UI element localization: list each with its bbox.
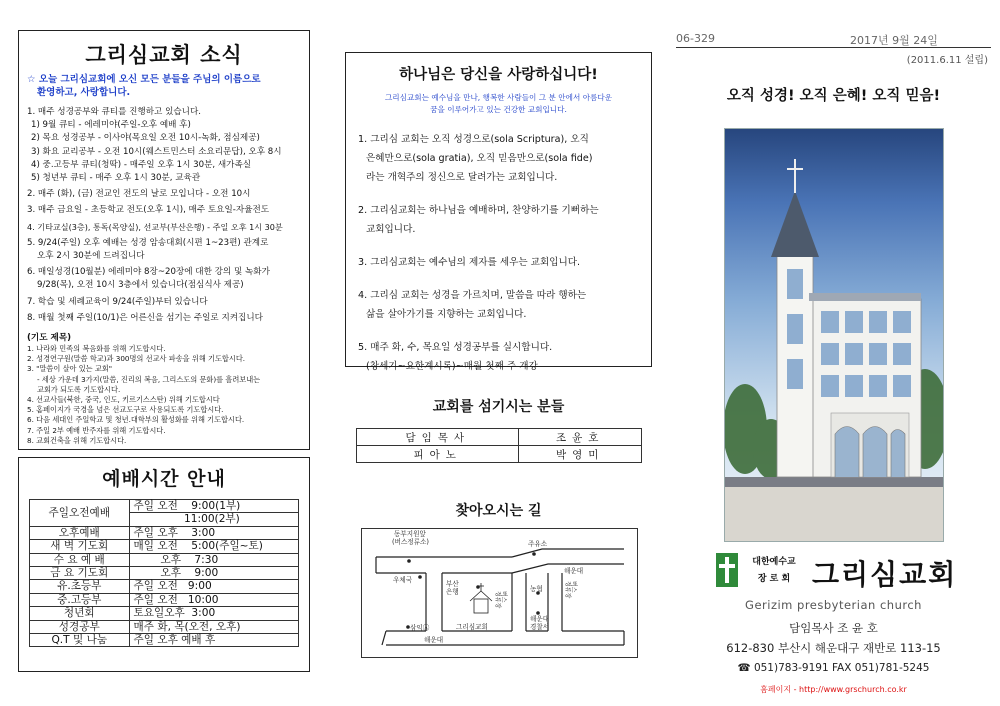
news-item: 4. 기타교실(3층), 통독(목양실), 선교부(부산은행) - 주일 오후 1시 30분 [27,221,283,232]
map-label: 버스 [570,581,577,593]
bulletin-date: 2017년 9월 24일 [850,34,938,47]
news-item: 7. 학습 및 세례교육이 9/24(주일)부터 있습니다 [27,296,208,307]
servant-role: 담임목사 [357,429,519,446]
news-item: 4) 중.고등부 큐티(청딱) - 매주일 오후 1시 30분, 새가족실 [31,159,252,170]
map-label: 경찰서 [530,623,550,631]
denomination: 대한예수교 장 로 회 [752,557,796,584]
map-dot-icon [407,559,411,563]
worship-time: 매주 화, 목(오전, 오후) [129,620,298,633]
map-label: 버스 [500,591,507,603]
table-row [30,567,299,580]
directions-map [361,528,638,658]
news-item: 6. 매일성경(10월분) 에레미야 8장~20장에 대한 강의 및 녹화가 [27,267,270,278]
prayer-item: 5. 홈페이지가 국경을 넘은 선교도구로 사용되도록 기도합시다. [27,405,224,415]
worship-time: 주일 오후 3:00 [129,526,298,539]
worship-name: Q.T 및 나눔 [30,634,130,647]
table-row [30,620,299,633]
servant-role: 피아노 [357,446,519,463]
belief-item: 5. 매주 화, 수, 목요일 성경공부를 실시합니다. (창세기~요한계시록)~매월 첫째 주 개강 [358,342,553,372]
prayer-item: 7. 주일 2부 예배 반주자를 위해 기도합시다. [27,425,166,435]
worship-time: 주일 오전 10:00 [129,593,298,606]
news-title: 그리심교회 소식 [85,43,243,67]
worship-name: 금 요 기도회 [30,567,130,580]
table-row [30,634,299,647]
map-label: 삼익Ⓐ [410,624,430,632]
worship-table [29,499,299,647]
map-label: 우체국 [393,576,413,584]
worship-time: 주일 오전 9:00 [129,580,298,593]
map-label: 농협 [530,585,543,593]
table-row [30,607,299,620]
worship-name: 유.초등부 [30,580,130,593]
table-row [30,500,299,513]
map-label: 부산 [446,580,459,588]
worship-name: 중.고등부 [30,593,130,606]
news-item: 8. 매월 첫째 주일(10/1)은 어른신을 섬기는 주일로 지켜집니다 [27,312,263,323]
table-row [357,429,642,446]
table-row [30,593,299,606]
prayer-item: 8. 교회건축을 위해 기도합시다. [27,435,127,445]
news-item: 9/28(목), 오전 10시 3층에서 있습니다(점심식사 제공) [37,280,244,291]
god-loves-you-panel [345,52,652,372]
worship-time: 오후 9:00 [129,567,298,580]
church-logo-icon [716,553,738,587]
prayer-item: 교회가 되도록 기도합시다. [37,384,121,394]
worship-name: 청년회 [30,607,130,620]
map-label: 주유소 [528,540,548,548]
directions-title: 찾아오시는 길 [455,503,542,519]
news-item: 2) 목요 성경공부 - 이사야(목요일 오전 10시-녹화, 점심제공) [31,133,260,144]
map-label: 해운대 [530,615,550,623]
prayer-item: 2. 성경연구원(말씀 학교)과 300명의 선교사 파송을 위해 기도합시다. [27,354,246,364]
prayer-item: - 세상 가운데 3가지(말씀, 진리의 복음, 그리스도의 문화)를 흘려보내는 [37,374,261,384]
worship-name: 주일오전예배 [30,500,130,527]
map-dot-icon [418,575,422,579]
map-label: 그리심교회 [456,623,488,631]
prayer-item: 6. 다음 세대인 주일학교 및 청년.대학부의 활성화를 위해 기도합시다. [27,415,245,425]
bulletin-code: 06-329 [676,32,715,45]
belief-item: 3. 그리심교회는 예수님의 제자를 세우는 교회입니다. [358,257,581,268]
news-item: 오후 2시 30분에 드려집니다 [37,251,145,262]
worship-time: 오후 7:30 [129,553,298,566]
welcome-message: ☆ 오늘 그리심교회에 오신 모든 분들을 주님의 이름으로 환영하고, 사랑합니다. [27,74,261,98]
table-row [30,526,299,539]
table-row [30,580,299,593]
news-item: 5) 청년부 큐티 - 매주 오후 1시 30분, 교육관 [31,173,201,184]
prayer-item: 3. "말씀이 살아 있는 교회" [27,364,113,374]
prayer-title: (기도 제목) [27,333,72,344]
motto: 오직 성경! 오직 은혜! 오직 믿음! [726,88,941,104]
map-label: 정류장 [494,591,501,609]
news-item: 1) 9월 큐티 - 에레미야(주일-오후 예배 후) [31,120,191,131]
belief-item: 1. 그리심 교회는 오직 성경으로(sola Scriptura), 오직 은혜만으로(sola gratia), 오직 믿음만으로(sola fide) 라는 개혁주의 정신으로 달려가는 교회입니다. [358,134,593,183]
map-label: 해운대 [564,567,584,575]
map-label: 해운대 [424,636,444,644]
servants-table [356,428,642,463]
news-item: 5. 9/24(주일) 오후 예배는 성경 암송대회(시편 1~23편) 관계로 [27,237,269,248]
table-row [30,540,299,553]
worship-time: 주일 오전 9:00(1부) [129,500,298,513]
worship-time: 토요일오후 3:00 [129,607,298,620]
love-title: 하나님은 당신을 사랑하십니다! [399,67,598,83]
table-row [30,553,299,566]
map-drawing [362,529,639,659]
contact-phone: ☎ 051)783-9191 FAX 051)781-5245 [737,662,930,674]
prayer-item: 4. 선교사들(북한, 중국, 인도, 키르기스스탄) 위해 기도합시다 [27,395,220,405]
english-name: Gerizim presbyterian church [745,598,922,612]
love-intro: 그리심교회는 예수님을 만나, 행복한 사람들이 그 분 안에서 아름다운 꿈을 이루어가고 있는 건강한 교회입니다. [384,93,613,114]
worship-time: 11:00(2부) [129,513,298,526]
map-label: (버스정류소) [392,538,429,546]
news-item: 3. 매주 금요일 - 초등학교 전도(오후 1시), 매주 토요일-자율전도 [27,205,270,216]
church-address: 612-830 부산시 해운대구 재반로 113-15 [726,641,941,655]
founded-date: (2011.6.11 설립) [906,55,988,66]
news-item: 1. 매주 성경공부와 큐티를 진행하고 있습니다. [27,107,202,117]
worship-name: 오후예배 [30,526,130,539]
pastor-name: 담임목사 조 윤 호 [789,621,878,635]
church-building-image [724,128,944,542]
news-item: 3) 화요 교리공부 - 오전 10시(웨스트민스터 소요리문답), 오후 8시 [31,146,282,157]
church-building-illustration [725,129,944,542]
map-dot-icon [532,552,536,556]
church-news-panel [18,30,310,450]
table-row [357,446,642,463]
worship-title: 예배시간 안내 [102,468,226,490]
servant-name: 조윤호 [519,429,642,446]
header-divider [676,47,991,48]
servants-title: 교회를 섬기시는 분들 [432,399,565,415]
church-icon [470,583,492,613]
map-label: 동부지원앞 [394,530,426,538]
church-name: 그리심교회 [812,558,958,591]
belief-item: 2. 그리심교회는 하나님을 예배하며, 찬양하기를 기뻐하는 교회입니다. [358,205,599,235]
map-dot-icon [476,585,480,589]
star-icon: ☆ [27,74,36,85]
map-label: 은행 [446,588,459,596]
homepage-link[interactable]: 홈페이지 - http://www.grschurch.co.kr [760,685,907,694]
worship-times-panel [18,457,310,672]
worship-name: 새 벽 기도회 [30,540,130,553]
worship-name: 수 요 예 배 [30,553,130,566]
servant-name: 박영미 [519,446,642,463]
worship-name: 성경공부 [30,620,130,633]
news-item: 2. 매주 (화), (금) 전교인 전도의 날로 모입니다 - 오전 10시 [27,189,251,200]
belief-item: 4. 그리심 교회는 성경을 가르치며, 말씀을 따라 행하는 삶을 살아가기를 지향하는 교회입니다. [358,290,587,320]
worship-time: 주일 오후 예배 후 [129,634,298,647]
prayer-item: 1. 나라와 민족의 복음화를 위해 기도합시다. [27,344,166,354]
map-label: 정류장 [564,581,571,599]
worship-time: 매일 오전 5:00(주일~토) [129,540,298,553]
